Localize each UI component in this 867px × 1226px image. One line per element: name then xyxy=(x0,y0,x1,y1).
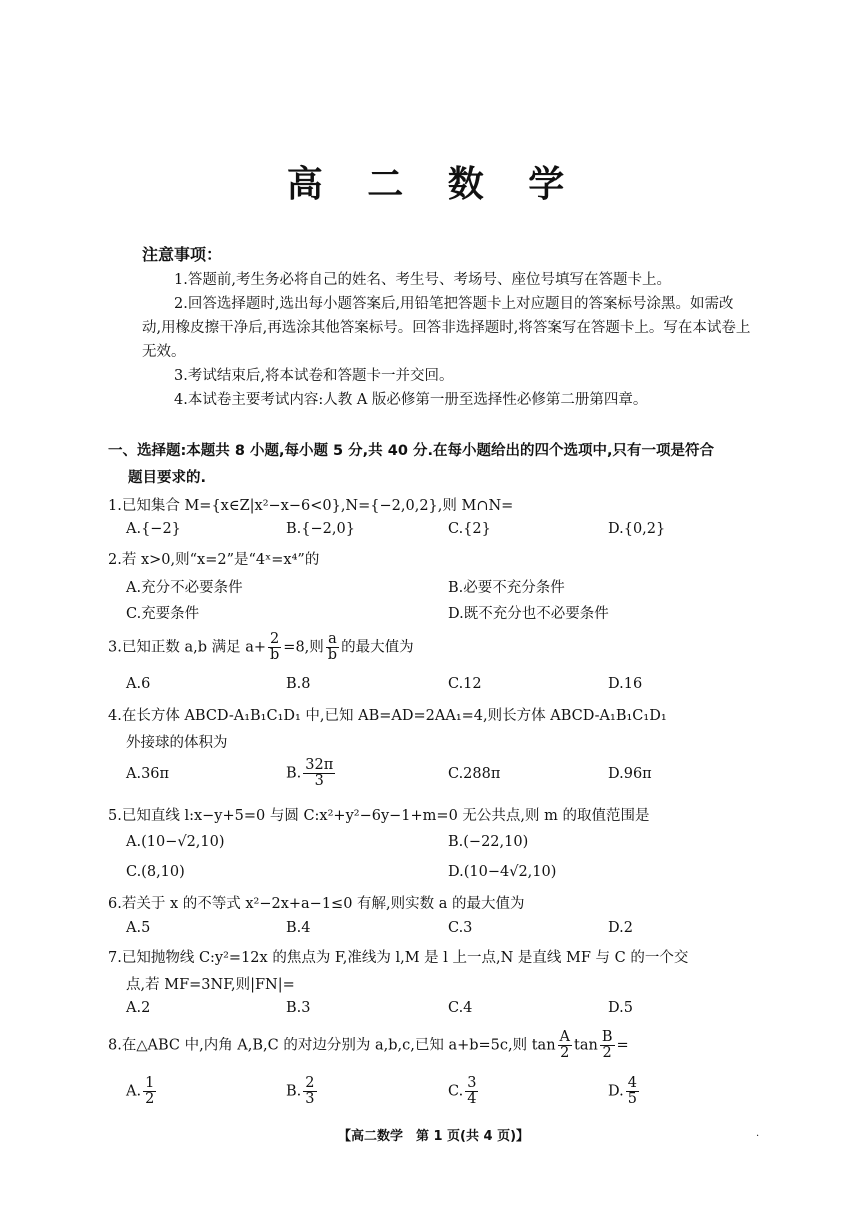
denominator: b xyxy=(270,647,280,664)
corner-mark: . xyxy=(756,1128,760,1139)
option-label: C. xyxy=(448,1083,464,1100)
question-1: 1.已知集合 M={x∈Z|x²−x−6<0},N={−2,0,2},则 M∩N= xyxy=(108,498,514,514)
option-label: B. xyxy=(286,765,302,782)
option-a xyxy=(126,1076,158,1107)
option-d: D.5 xyxy=(608,1000,633,1016)
notice-item: 3.考试结束后,将本试卷和答题卡一并交回。 xyxy=(174,368,454,384)
option-a: A.5 xyxy=(126,920,151,936)
fraction xyxy=(600,1030,615,1061)
option-label: B. xyxy=(286,1083,302,1100)
numerator: 2 xyxy=(268,632,281,648)
notice-heading: 注意事项： xyxy=(142,245,223,264)
denominator: 2 xyxy=(145,1091,155,1108)
option-b: B.8 xyxy=(286,676,311,692)
numerator: B xyxy=(601,1029,613,1045)
fraction xyxy=(465,1076,478,1107)
option-a: A.(10−√2,10) xyxy=(126,834,225,850)
notice-list xyxy=(142,268,752,412)
denominator: 4 xyxy=(467,1091,477,1108)
question-7-line2: 点,若 MF=3NF,则|FN|= xyxy=(126,977,295,993)
numerator: a xyxy=(326,632,339,648)
notice-item: 2.回答选择题时,选出每小题答案后,用铅笔把答题卡上对应题目的答案标号涂黑。如需改动,用橡皮擦干净后,再选涂其他答案标号。回答非选择题时,将答案写在答题卡上。写在本试卷上无效。 xyxy=(142,296,751,360)
notice-item: 4.本试卷主要考试内容:人教 A 版必修第一册至选择性必修第二册第四章。 xyxy=(174,392,648,408)
numerator: 3 xyxy=(467,1075,477,1091)
fraction xyxy=(303,1076,316,1107)
option-d: D.16 xyxy=(608,676,643,692)
option-d: D.96π xyxy=(608,766,652,782)
numerator: 1 xyxy=(145,1075,155,1091)
option-b xyxy=(286,1076,319,1107)
question-3 xyxy=(108,632,768,663)
numerator: A xyxy=(559,1029,571,1045)
option-b: B.4 xyxy=(286,920,311,936)
question-8 xyxy=(108,1030,768,1061)
option-c: C.4 xyxy=(448,1000,473,1016)
option-c: C.{2} xyxy=(448,521,491,537)
page-footer: 【高二数学 第 1 页(共 4 页)】 xyxy=(337,1129,530,1144)
option-c: C.充要条件 xyxy=(126,606,200,622)
option-a: A.6 xyxy=(126,676,151,692)
option-label: D. xyxy=(608,1083,624,1100)
denominator: 5 xyxy=(627,1091,637,1108)
numerator: 2 xyxy=(305,1075,315,1091)
option-c: C.(8,10) xyxy=(126,864,185,880)
option-a: A.2 xyxy=(126,1000,151,1016)
option-b xyxy=(286,758,337,789)
fraction xyxy=(326,632,339,663)
denominator: b xyxy=(327,647,338,664)
option-a: A.{−2} xyxy=(126,521,181,537)
denominator: 3 xyxy=(305,1091,315,1108)
denominator: 3 xyxy=(314,773,324,790)
option-a: A.36π xyxy=(126,766,170,782)
option-a: A.充分不必要条件 xyxy=(126,580,243,596)
option-label: A. xyxy=(126,1083,142,1100)
stem-text: =8,则 xyxy=(283,639,324,656)
section-heading-line: 题目要求的. xyxy=(128,470,207,486)
fraction xyxy=(268,632,281,663)
question-4-line2: 外接球的体积为 xyxy=(126,735,228,751)
option-d: D.{0,2} xyxy=(608,521,666,537)
stem-text: = xyxy=(616,1037,629,1054)
option-d xyxy=(608,1076,641,1107)
option-d: D.(10−4√2,10) xyxy=(448,864,557,880)
option-b: B.{−2,0} xyxy=(286,521,355,537)
option-b: B.必要不充分条件 xyxy=(448,580,565,596)
fraction xyxy=(303,758,335,789)
stem-text: 的最大值为 xyxy=(341,639,414,656)
numerator: 32π xyxy=(305,757,334,773)
question-4: 4.在长方体 ABCD-A₁B₁C₁D₁ 中,已知 AB=AD=2AA₁=4,则长方体 ABCD-A₁B₁C₁D₁ xyxy=(108,708,667,724)
section-heading-line: 一、选择题:本题共 8 小题,每小题 5 分,共 40 分.在每小题给出的四个选项中,只有一项是符合 xyxy=(108,443,714,459)
option-d: D.2 xyxy=(608,920,633,936)
section-heading xyxy=(108,438,768,492)
option-d: D.既不充分也不必要条件 xyxy=(448,606,609,622)
numerator: 4 xyxy=(627,1075,637,1091)
notice-item: 1.答题前,考生务必将自己的姓名、考生号、考场号、座位号填写在答题卡上。 xyxy=(174,272,671,288)
question-2: 2.若 x>0,则“x=2”是“4ˣ=x⁴”的 xyxy=(108,552,320,568)
option-c: C.3 xyxy=(448,920,473,936)
page-title: 高 二 数 学 xyxy=(286,164,581,205)
denominator: 2 xyxy=(560,1045,570,1062)
fraction xyxy=(558,1030,572,1061)
option-b: B.3 xyxy=(286,1000,311,1016)
question-6: 6.若关于 x 的不等式 x²−2x+a−1≤0 有解,则实数 a 的最大值为 xyxy=(108,896,525,912)
fraction xyxy=(143,1076,156,1107)
option-c xyxy=(448,1076,480,1107)
option-b: B.(−22,10) xyxy=(448,834,529,850)
stem-text: 8.在△ABC 中,内角 A,B,C 的对边分别为 a,b,c,已知 a+b=5c,则 tan xyxy=(108,1037,556,1054)
stem-text: 3.已知正数 a,b 满足 a+ xyxy=(108,639,266,656)
denominator: 2 xyxy=(602,1045,612,1062)
stem-text: tan xyxy=(574,1037,598,1054)
option-c: C.288π xyxy=(448,766,501,782)
fraction xyxy=(626,1076,639,1107)
question-7: 7.已知抛物线 C:y²=12x 的焦点为 F,准线为 l,M 是 l 上一点,N 是直线 MF 与 C 的一个交 xyxy=(108,950,689,966)
question-5: 5.已知直线 l:x−y+5=0 与圆 C:x²+y²−6y−1+m=0 无公共点,则 m 的取值范围是 xyxy=(108,808,650,824)
option-c: C.12 xyxy=(448,676,482,692)
